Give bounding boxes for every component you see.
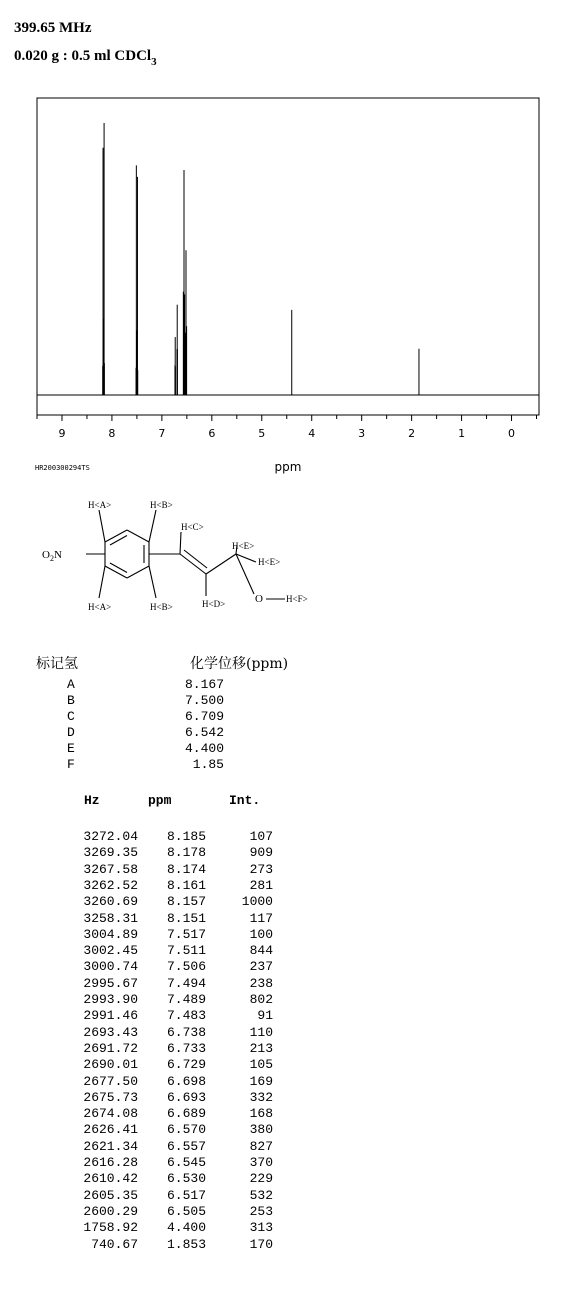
peak-intensity: 909 <box>249 845 273 861</box>
peak-row <box>0 878 300 894</box>
peak-intensity: 844 <box>249 943 273 959</box>
peak-hz: 2677.50 <box>83 1073 138 1089</box>
peak-hz: 2690.01 <box>83 1057 138 1073</box>
sample-subscript: 3 <box>151 56 157 68</box>
x-tick-label: 1 <box>458 427 466 440</box>
peak-hz: 2993.90 <box>83 992 138 1007</box>
shift-row <box>0 741 300 756</box>
peak-header-int: Int. <box>229 793 261 808</box>
peak-row <box>0 1155 300 1171</box>
peak-intensity: 168 <box>249 1106 273 1122</box>
label-h-a-bottom: H<A> <box>88 602 112 612</box>
shift-row <box>0 677 300 692</box>
peak-ppm: 6.557 <box>166 1138 206 1154</box>
shift-label: E <box>67 741 75 756</box>
shift-column-header: 化学位移(ppm) <box>190 656 289 672</box>
peak-ppm: 7.506 <box>166 959 206 975</box>
peak-intensity: 238 <box>249 975 273 991</box>
peak-row <box>0 1122 300 1138</box>
peak-row <box>0 1139 300 1155</box>
bond-h-b-bottom <box>149 566 156 598</box>
x-axis-ticks <box>37 415 537 440</box>
peak-ppm: 8.185 <box>166 829 206 844</box>
peak-intensity: 170 <box>249 1236 273 1252</box>
peak-hz: 2605.35 <box>83 1187 138 1203</box>
peak-hz: 2675.73 <box>83 1089 138 1105</box>
peak-row <box>0 1106 300 1122</box>
x-tick-label: 0 <box>508 427 516 440</box>
label-h-b-bottom: H<B> <box>150 602 173 612</box>
label-nitro: $O_2N$ <box>42 549 62 563</box>
x-tick-label: 9 <box>58 427 66 440</box>
x-tick-label: 4 <box>308 427 316 440</box>
peak-row <box>0 1025 300 1041</box>
bond-h-a-bottom <box>99 566 105 598</box>
peak-hz: 2995.67 <box>83 975 138 991</box>
peak-ppm: 8.161 <box>166 877 206 893</box>
peak-ppm: 6.517 <box>166 1187 206 1203</box>
peak-intensity: 273 <box>249 861 273 877</box>
chart-footer-code: HR200300294TS <box>35 464 90 472</box>
peak-intensity: 253 <box>249 1203 273 1219</box>
peak-hz: 3000.74 <box>83 959 138 975</box>
peak-row <box>0 894 300 910</box>
bond-h-b-top <box>149 510 156 542</box>
ring-bond <box>105 530 127 542</box>
shift-value: 6.709 <box>184 709 224 724</box>
peak-intensity: 237 <box>249 959 273 975</box>
peak-row <box>0 1057 300 1073</box>
peak-intensity: 332 <box>249 1089 273 1105</box>
shift-value: 1.85 <box>192 757 224 772</box>
peak-ppm: 6.545 <box>166 1155 206 1170</box>
peak-ppm: 8.178 <box>166 845 206 861</box>
ring-bond <box>127 530 149 542</box>
peak-row <box>0 845 300 861</box>
peak-row <box>0 927 300 943</box>
peak-ppm: 6.689 <box>166 1106 206 1122</box>
peak-row <box>0 911 300 927</box>
peak-ppm: 7.483 <box>166 1008 206 1024</box>
shift-row <box>0 757 300 772</box>
sample-concentration <box>14 48 157 68</box>
x-tick-label: 3 <box>358 427 366 440</box>
peak-hz: 2674.08 <box>83 1106 138 1122</box>
label-h-d: H<D> <box>202 599 226 609</box>
spectrum-trace <box>103 123 419 395</box>
peak-hz: 2693.43 <box>83 1024 138 1040</box>
plot-frame <box>37 98 539 415</box>
peak-row <box>0 992 300 1008</box>
bond-h-a-top <box>99 510 105 542</box>
peak-ppm: 6.693 <box>166 1089 206 1105</box>
shift-label: C <box>67 709 75 724</box>
peak-ppm: 7.489 <box>166 992 206 1007</box>
peak-intensity: 213 <box>249 1040 273 1056</box>
peak-row <box>0 976 300 992</box>
peak-intensity: 802 <box>249 992 273 1007</box>
peak-hz: 3269.35 <box>83 845 138 861</box>
x-axis-label: ppm <box>274 460 302 474</box>
molecule-structure <box>0 490 330 620</box>
peak-ppm: 6.698 <box>166 1073 206 1089</box>
peak-hz: 2991.46 <box>83 1008 138 1024</box>
nmr-spectrum-chart <box>0 90 570 485</box>
peak-hz: 3260.69 <box>83 894 138 910</box>
peak-hz: 3272.04 <box>83 829 138 844</box>
peak-ppm: 6.733 <box>166 1040 206 1056</box>
label-h-b-top: H<B> <box>150 500 173 510</box>
peak-row <box>0 943 300 959</box>
x-tick-label: 2 <box>408 427 416 440</box>
spectrometer-frequency: 399.65 MHz <box>14 20 92 36</box>
peak-ppm: 6.530 <box>166 1171 206 1187</box>
peak-hz: 3267.58 <box>83 861 138 877</box>
ring-double-bond <box>110 563 127 573</box>
peak-row <box>0 1188 300 1204</box>
peak-ppm: 6.729 <box>166 1057 206 1073</box>
peak-intensity: 169 <box>249 1073 273 1089</box>
peak-ppm: 8.151 <box>166 910 206 926</box>
peak-row <box>0 1204 300 1220</box>
peak-ppm: 6.570 <box>166 1122 206 1138</box>
shift-label: B <box>67 693 75 708</box>
peak-hz: 2621.34 <box>83 1138 138 1154</box>
shift-label: D <box>67 725 75 740</box>
peak-ppm: 8.174 <box>166 861 206 877</box>
peak-intensity: 117 <box>249 910 273 926</box>
peak-hz: 2691.72 <box>83 1040 138 1056</box>
peak-hz: 1758.92 <box>83 1220 138 1236</box>
label-oxygen: O <box>255 593 263 605</box>
peak-hz: 740.67 <box>91 1236 138 1252</box>
ring-bond <box>127 566 149 578</box>
ring-bond <box>105 566 127 578</box>
label-h-c: H<C> <box>181 522 204 532</box>
x-tick-label: 5 <box>258 427 266 440</box>
label-h-e2: H<E> <box>258 557 281 567</box>
peak-row <box>0 1171 300 1187</box>
peak-hz: 3258.31 <box>83 910 138 926</box>
peak-intensity: 827 <box>249 1138 273 1154</box>
peak-hz: 2610.42 <box>83 1171 138 1187</box>
peak-intensity: 1000 <box>241 894 273 910</box>
peak-row <box>0 1220 300 1236</box>
peak-row <box>0 1074 300 1090</box>
x-tick-label: 6 <box>208 427 216 440</box>
peak-intensity: 370 <box>249 1155 273 1170</box>
shift-row <box>0 725 300 740</box>
peak-intensity: 107 <box>249 829 273 844</box>
peak-intensity: 91 <box>257 1008 273 1024</box>
peak-header-hz: Hz <box>84 793 100 808</box>
peak-intensity: 100 <box>249 926 273 942</box>
shift-label: A <box>67 677 75 692</box>
shift-label: F <box>67 757 75 772</box>
peak-row <box>0 1008 300 1024</box>
peak-intensity: 532 <box>249 1187 273 1203</box>
sample-concentration-text: 0.020 g : 0.5 ml CDCl <box>14 48 152 64</box>
peak-ppm: 1.853 <box>166 1236 206 1252</box>
peak-row <box>0 1041 300 1057</box>
shift-row <box>0 709 300 724</box>
peak-hz: 2626.41 <box>83 1122 138 1138</box>
peak-ppm: 6.505 <box>166 1203 206 1219</box>
label-h-e1: H<E> <box>232 541 255 551</box>
peak-hz: 3262.52 <box>83 877 138 893</box>
label-column-header: 标记氢 <box>36 656 78 672</box>
peak-intensity: 229 <box>249 1171 273 1187</box>
peak-ppm: 8.157 <box>166 894 206 910</box>
shift-row <box>0 693 300 708</box>
peak-row <box>0 959 300 975</box>
peak-header-ppm: ppm <box>148 793 172 808</box>
peak-row <box>0 829 300 845</box>
label-h-a-top: H<A> <box>88 500 112 510</box>
shift-value: 8.167 <box>184 677 224 692</box>
peak-ppm: 6.738 <box>166 1024 206 1040</box>
peak-hz: 3002.45 <box>83 943 138 959</box>
ring-double-bond <box>110 536 127 546</box>
peak-intensity: 380 <box>249 1122 273 1138</box>
peak-hz: 2600.29 <box>83 1203 138 1219</box>
label-h-f: H<F> <box>286 594 308 604</box>
peak-intensity: 105 <box>249 1057 273 1073</box>
shift-value: 4.400 <box>184 741 224 756</box>
peak-hz: 2616.28 <box>83 1155 138 1170</box>
peak-intensity: 110 <box>249 1024 273 1040</box>
peak-ppm: 7.511 <box>166 943 206 959</box>
shift-value: 7.500 <box>184 693 224 708</box>
peak-ppm: 7.494 <box>166 975 206 991</box>
peak-row <box>0 1090 300 1106</box>
shift-value: 6.542 <box>184 725 224 740</box>
x-tick-label: 7 <box>158 427 166 440</box>
peak-row <box>0 1237 300 1253</box>
peak-ppm: 4.400 <box>166 1220 206 1236</box>
bond-c-hc <box>180 532 181 554</box>
peak-intensity: 313 <box>249 1220 273 1236</box>
bond-c-ch2 <box>206 554 236 574</box>
x-tick-label: 8 <box>108 427 116 440</box>
peak-hz: 3004.89 <box>83 926 138 942</box>
peak-intensity: 281 <box>249 877 273 893</box>
peak-row <box>0 862 300 878</box>
peak-ppm: 7.517 <box>166 926 206 942</box>
